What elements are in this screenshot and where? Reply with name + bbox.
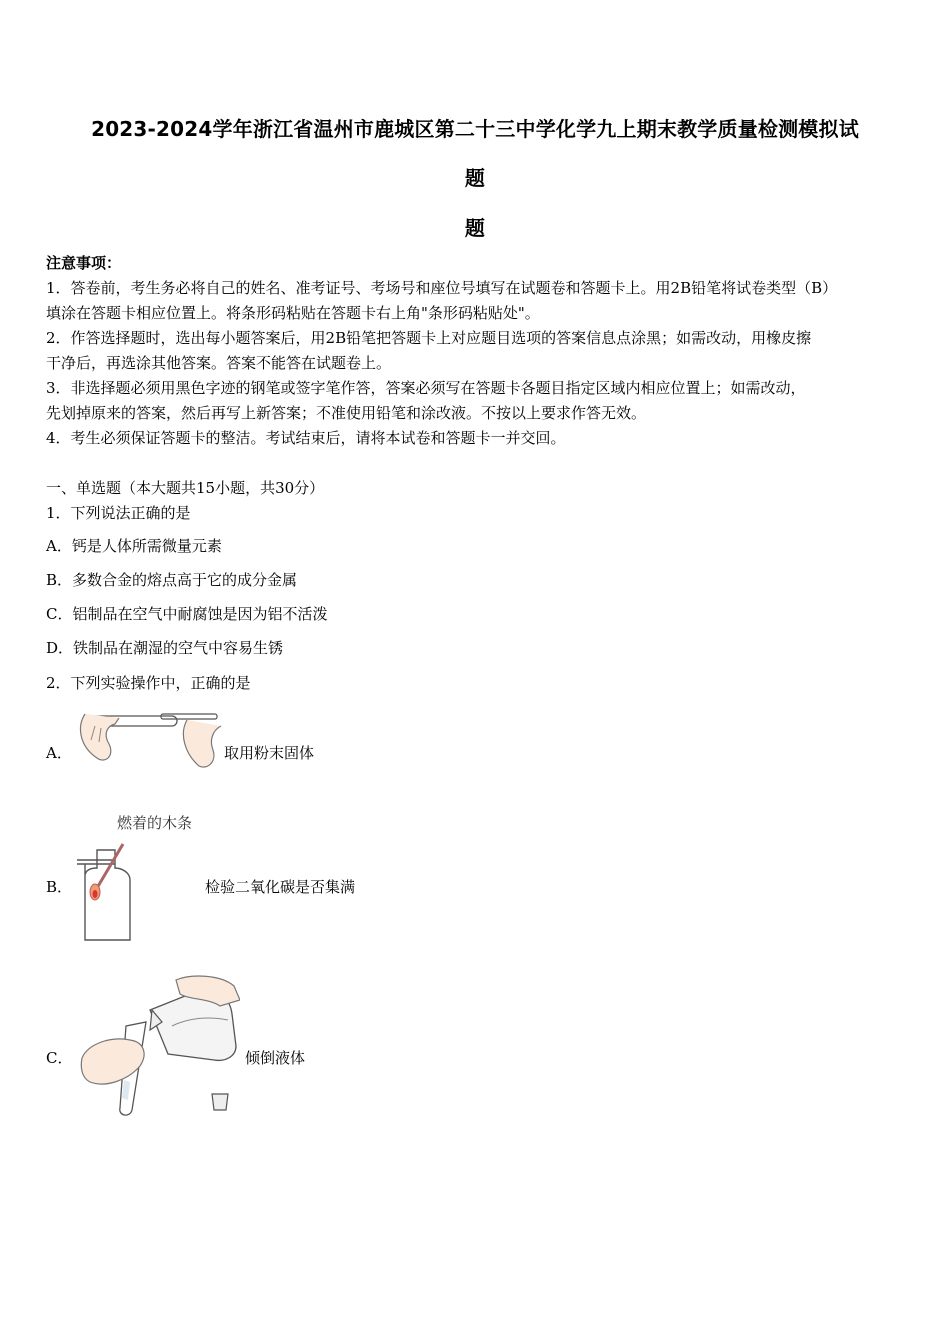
q2-stem: 2．下列实验操作中，正确的是 xyxy=(46,674,251,692)
notice-item-1-line2: 填涂在答题卡相应位置上。将条形码粘贴在答题卡右上角"条形码粘贴处"。 xyxy=(46,304,540,322)
notice-item-3-line2: 先划掉原来的答案，然后再写上新答案；不准使用铅笔和涂改液。不按以上要求作答无效。 xyxy=(46,404,647,422)
liquid-pouring-figure xyxy=(80,970,240,1118)
q2-option-a-label: A． xyxy=(46,744,72,762)
q1-option-c: C．铝制品在空气中耐腐蚀是因为铝不活泼 xyxy=(46,605,328,623)
q2-option-c-caption: 倾倒液体 xyxy=(245,1049,306,1067)
notice-heading: 注意事项： xyxy=(46,254,122,272)
notice-item-3-line1: 3．非选择题必须用黑色字迹的钢笔或签字笔作答，答案必须写在答题卡各题目指定区域内相应位置上；如需改动， xyxy=(46,379,806,397)
notice-item-2-line2: 干净后，再选涂其他答案。答案不能答在试题卷上。 xyxy=(46,354,392,372)
q2-option-b-label: B． xyxy=(46,878,73,896)
q1-option-a: A．钙是人体所需微量元素 xyxy=(46,537,222,555)
page-title-continuation: 题 xyxy=(464,166,486,190)
q1-option-d: D．铁制品在潮湿的空气中容易生锈 xyxy=(46,639,284,657)
notice-item-2-line1: 2．作答选择题时，选出每小题答案后，用2B铅笔把答题卡上对应题目选项的答案信息点涂黑；如需改动，用橡皮擦 xyxy=(46,329,812,347)
powder-transfer-figure xyxy=(75,700,225,772)
gas-bottle-figure xyxy=(75,840,140,944)
q2-option-c-label: C． xyxy=(46,1049,73,1067)
q1-option-b: B．多数合金的熔点高于它的成分金属 xyxy=(46,571,298,589)
section-heading: 一、单选题（本大题共15小题，共30分） xyxy=(46,479,325,497)
notice-item-4: 4．考生必须保证答题卡的整洁。考试结束后，请将本试卷和答题卡一并交回。 xyxy=(46,429,566,447)
page-title-repeat: 题 xyxy=(464,216,486,240)
q1-stem: 1．下列说法正确的是 xyxy=(46,504,191,522)
burning-stick-label: 燃着的木条 xyxy=(117,814,193,832)
q2-option-a-caption: 取用粉末固体 xyxy=(224,744,315,762)
page-title: 2023-2024学年浙江省温州市鹿城区第二十三中学化学九上期末教学质量检测模拟试 xyxy=(91,117,859,141)
q2-option-b-caption: 检验二氧化碳是否集满 xyxy=(205,878,356,896)
notice-item-1-line1: 1．答卷前，考生务必将自己的姓名、准考证号、考场号和座位号填写在试题卷和答题卡上。用2B铅笔将试卷类型（B） xyxy=(46,279,838,297)
